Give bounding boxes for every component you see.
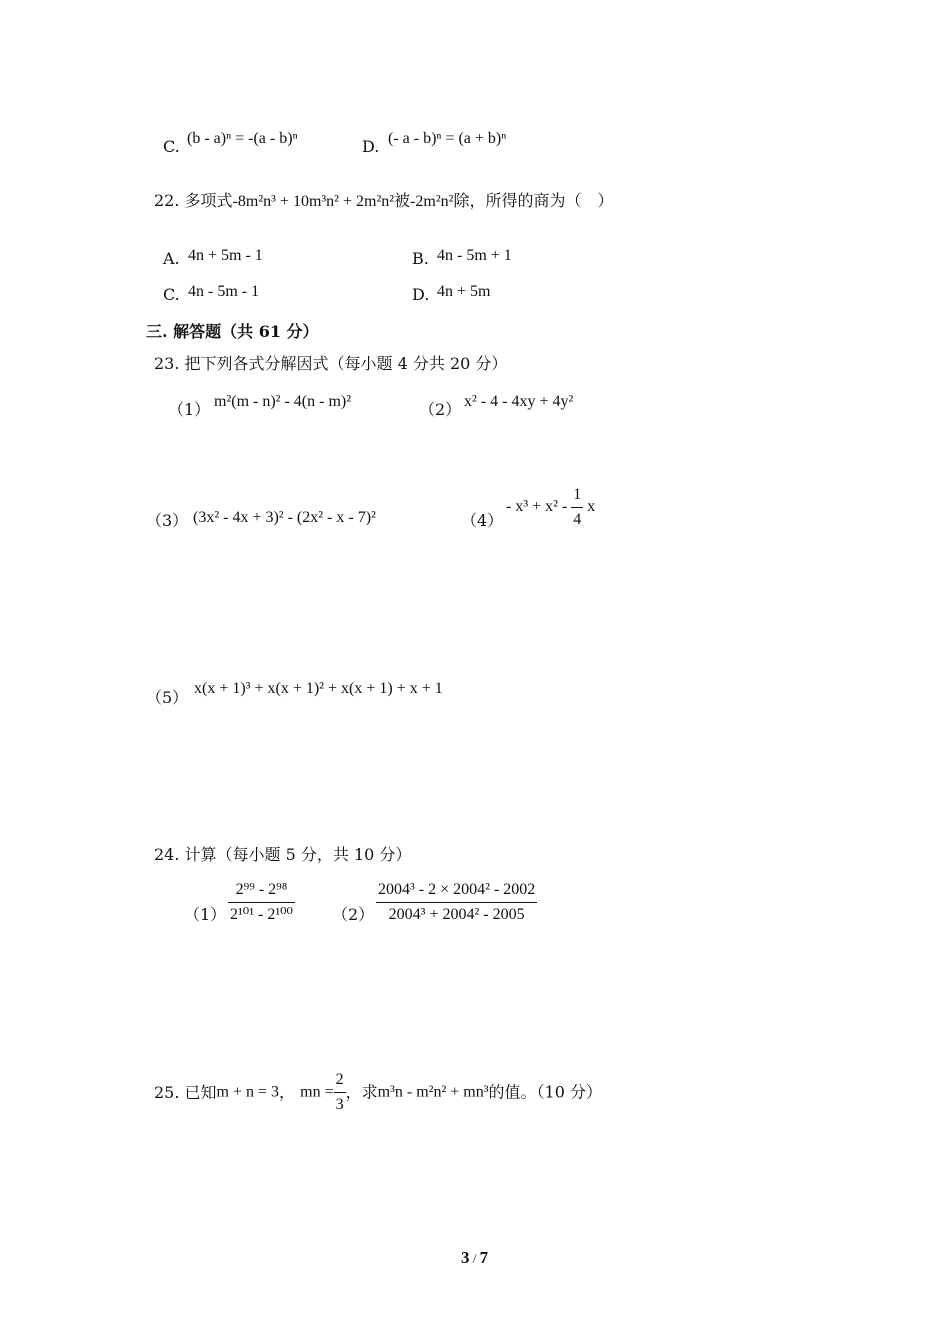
q25-separator: ， bbox=[279, 1082, 296, 1102]
q24-item1-numerator: 2⁹⁹ - 2⁹⁸ bbox=[235, 881, 288, 898]
q25-expression: m³n - m²n² + mn³ bbox=[377, 1083, 489, 1101]
q24-item2-label: （2） bbox=[332, 905, 375, 924]
q22-polynomial: -8m²n³ + 10m³n² + 2m²n² bbox=[232, 193, 395, 210]
q24-item1-fraction bbox=[228, 880, 295, 925]
q25-prefix: 25. 已知 bbox=[154, 1082, 217, 1102]
q23-item3-expr: (3x² - 4x + 3)² - (2x² - x - 7)² bbox=[193, 509, 376, 526]
page-current: 3 bbox=[461, 1248, 470, 1267]
section-heading: 三. 解答题（共 61 分） bbox=[146, 322, 319, 341]
q25-fraction bbox=[334, 1070, 346, 1115]
q23-item4-label: （4） bbox=[461, 511, 504, 530]
q22-option-c-expr: 4n - 5m - 1 bbox=[188, 283, 260, 300]
q23-item4-frac-num: 1 bbox=[573, 486, 582, 503]
page-number bbox=[461, 1248, 488, 1268]
page-separator: / bbox=[469, 1251, 480, 1266]
q22-mid: 被 bbox=[394, 191, 411, 210]
q23-item4-fraction bbox=[571, 485, 583, 530]
q22-stem bbox=[154, 191, 613, 212]
q22-option-d-expr: 4n + 5m bbox=[437, 283, 491, 300]
q24-item2-numerator: 2004³ - 2 × 2004² - 2002 bbox=[378, 881, 536, 898]
q23-item4-expr-b: x bbox=[587, 498, 596, 516]
q25-condition-2-lhs: mn = bbox=[300, 1083, 334, 1101]
q22-suffix: 除，所得的商为（ ） bbox=[453, 191, 614, 210]
q24-item1-denominator: 2¹⁰¹ - 2¹⁰⁰ bbox=[228, 902, 295, 925]
q22-option-c-label: C. bbox=[163, 285, 180, 304]
q24-title: 24. 计算（每小题 5 分，共 10 分） bbox=[154, 845, 412, 864]
q25-mid: ，求 bbox=[345, 1082, 378, 1102]
q23-item3-label: （3） bbox=[146, 511, 189, 530]
q23-item4-expr-a: - x³ + x² - bbox=[506, 498, 568, 516]
q21-option-c-label: C. bbox=[163, 137, 180, 156]
page-total: 7 bbox=[479, 1248, 489, 1267]
q22-option-d-label: D. bbox=[412, 285, 430, 304]
q23-item1-label: （1） bbox=[168, 400, 211, 419]
q23-title: 23. 把下列各式分解因式（每小题 4 分共 20 分） bbox=[154, 354, 508, 373]
q23-item1-expr: m²(m - n)² - 4(n - m)² bbox=[214, 393, 352, 410]
q22-option-b-expr: 4n - 5m + 1 bbox=[437, 247, 512, 264]
q23-item4-frac-den: 4 bbox=[571, 507, 583, 530]
q25-suffix: 的值。（10 分） bbox=[488, 1082, 602, 1102]
q22-option-b-label: B. bbox=[412, 249, 429, 268]
q25-condition-1: m + n = 3 bbox=[216, 1083, 280, 1101]
q23-item5-expr: x(x + 1)³ + x(x + 1)² + x(x + 1) + x + 1 bbox=[194, 680, 443, 697]
q23-item2-expr: x² - 4 - 4xy + 4y² bbox=[464, 393, 574, 410]
q22-divisor: -2m²n² bbox=[410, 193, 454, 210]
q24-item2-denominator: 2004³ + 2004² - 2005 bbox=[376, 902, 537, 925]
q25-stem bbox=[154, 1070, 602, 1115]
q25-frac-num: 2 bbox=[335, 1071, 344, 1088]
q24-item2-fraction bbox=[376, 880, 537, 925]
q22-option-a-expr: 4n + 5m - 1 bbox=[188, 247, 263, 264]
q21-option-d-expr: (- a - b)ⁿ = (a + b)ⁿ bbox=[388, 130, 507, 147]
q22-prefix: 22. 多项式 bbox=[154, 191, 233, 210]
q23-item4-expr bbox=[506, 485, 595, 530]
q23-item2-label: （2） bbox=[419, 400, 462, 419]
q25-frac-den: 3 bbox=[334, 1092, 346, 1115]
q22-option-a-label: A. bbox=[163, 249, 180, 268]
q21-option-c-expr: (b - a)ⁿ = -(a - b)ⁿ bbox=[187, 130, 298, 147]
q24-item2-frac bbox=[376, 880, 537, 925]
q24-item1-frac bbox=[228, 880, 295, 925]
q24-item1-label: （1） bbox=[184, 905, 227, 924]
q23-item5-label: （5） bbox=[146, 688, 189, 707]
q21-option-d-label: D. bbox=[362, 137, 380, 156]
